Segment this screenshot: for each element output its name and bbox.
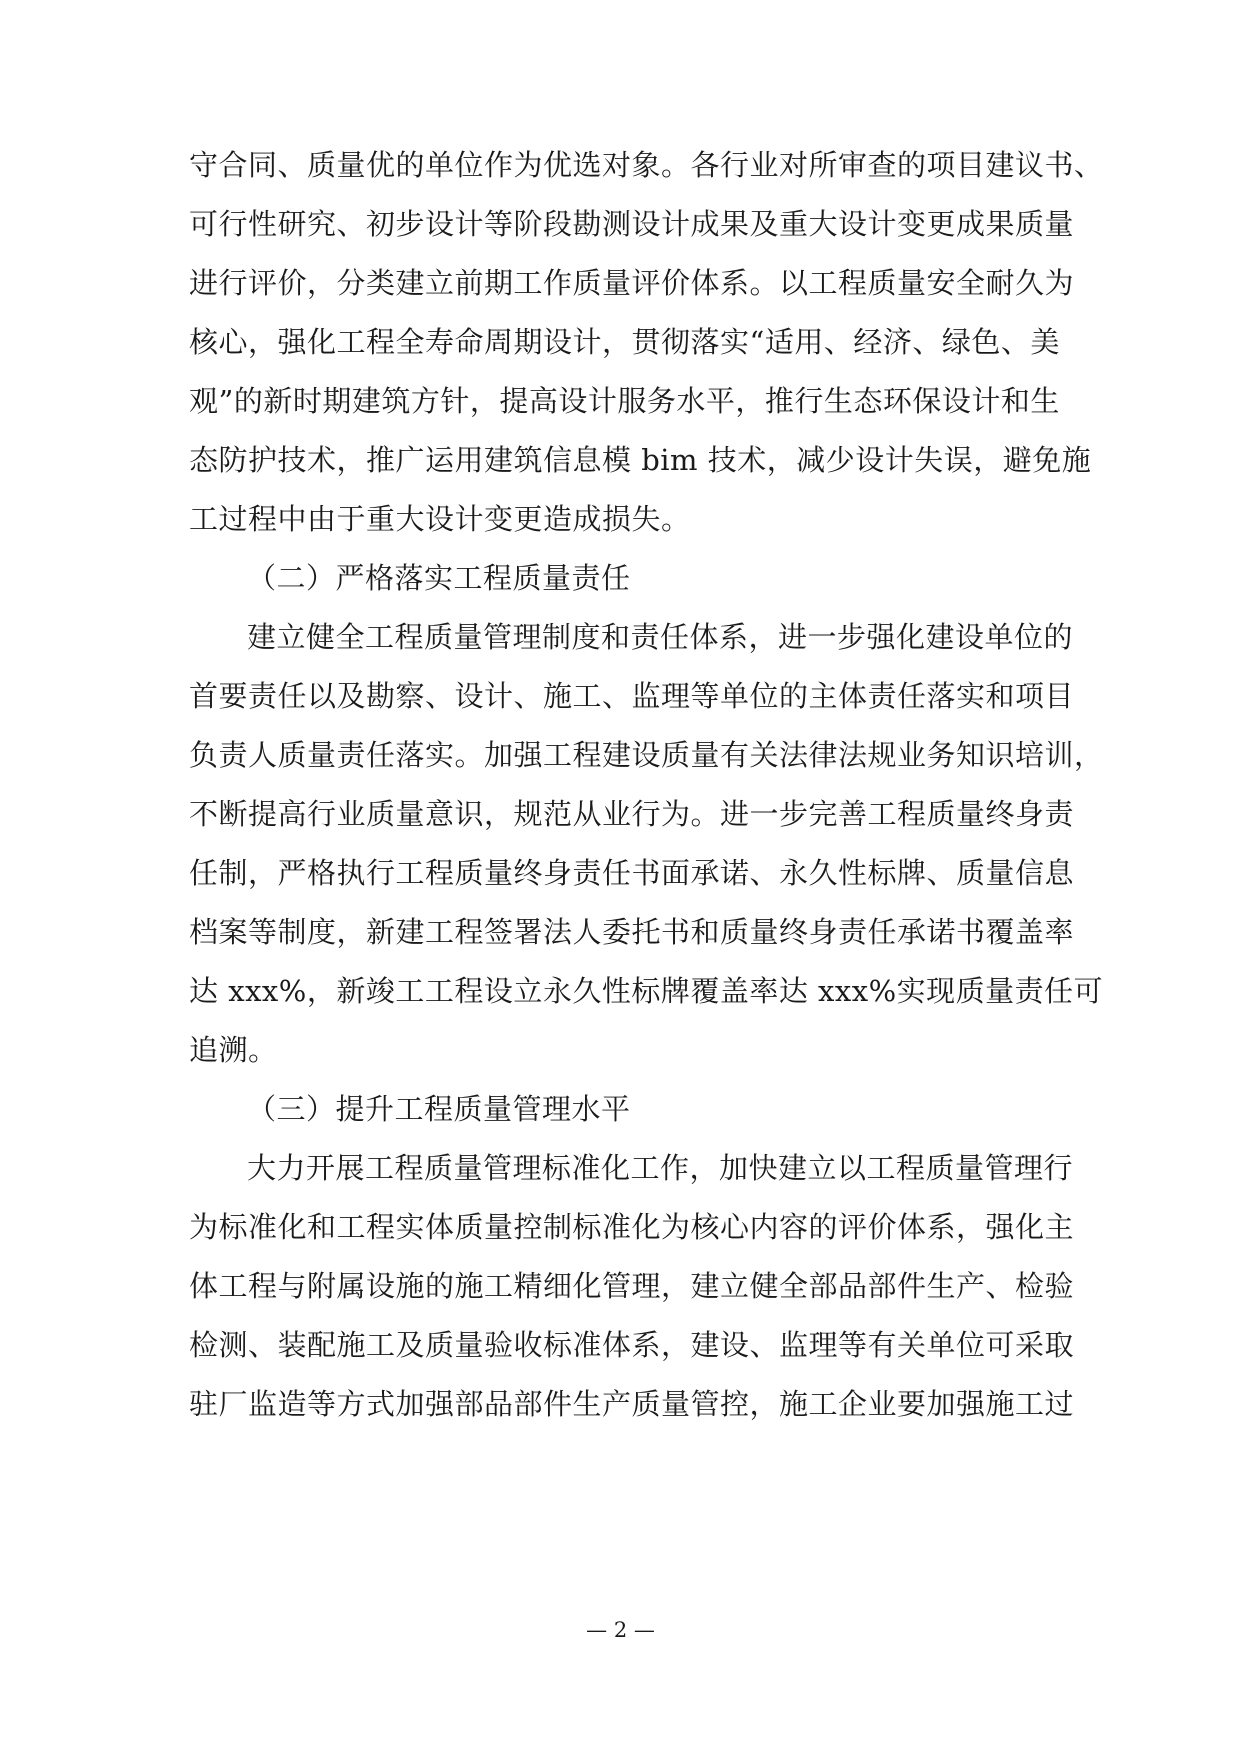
paragraph-line: 首要责任以及勘察、设计、施工、监理等单位的主体责任落实和项目 <box>189 679 1075 713</box>
paragraph-line: 工过程中由于重大设计变更造成损失。 <box>189 502 691 536</box>
section-heading: （二）严格落实工程质量责任 <box>247 561 631 595</box>
paragraph-line: 观”的新时期建筑方针，提高设计服务水平，推行生态环保设计和生 <box>189 384 1060 418</box>
paragraph-line: 负责人质量责任落实。加强工程建设质量有关法律法规业务知识培训， <box>189 738 1104 772</box>
paragraph-line: 达 xxx%，新竣工工程设立永久性标牌覆盖率达 xxx%实现质量责任可 <box>189 974 1104 1008</box>
paragraph-line: 核心，强化工程全寿命周期设计，贯彻落实“适用、经济、绿色、美 <box>189 325 1060 359</box>
paragraph-line: 建立健全工程质量管理制度和责任体系，进一步强化建设单位的 <box>247 620 1074 654</box>
paragraph-line: 体工程与附属设施的施工精细化管理，建立健全部品部件生产、检验 <box>189 1269 1075 1303</box>
paragraph-line: 守合同、质量优的单位作为优选对象。各行业对所审查的项目建议书、 <box>189 148 1104 182</box>
page-number: — 2 — <box>586 1618 655 1642</box>
paragraph-line: 为标准化和工程实体质量控制标准化为核心内容的评价体系，强化主 <box>189 1210 1075 1244</box>
paragraph-line: 不断提高行业质量意识，规范从业行为。进一步完善工程质量终身责 <box>189 797 1075 831</box>
paragraph-line: 任制，严格执行工程质量终身责任书面承诺、永久性标牌、质量信息 <box>189 856 1075 890</box>
paragraph-line: 追溯。 <box>189 1033 278 1067</box>
paragraph-line: 档案等制度，新建工程签署法人委托书和质量终身责任承诺书覆盖率 <box>189 915 1075 949</box>
paragraph-line: 检测、装配施工及质量验收标准体系，建设、监理等有关单位可采取 <box>189 1328 1075 1362</box>
paragraph-line: 可行性研究、初步设计等阶段勘测设计成果及重大设计变更成果质量 <box>189 207 1075 241</box>
section-heading: （三）提升工程质量管理水平 <box>247 1092 631 1126</box>
paragraph-line: 驻厂监造等方式加强部品部件生产质量管控，施工企业要加强施工过 <box>189 1387 1075 1421</box>
paragraph-line: 态防护技术，推广运用建筑信息模 bim 技术，减少设计失误，避免施 <box>189 443 1092 477</box>
paragraph-line: 大力开展工程质量管理标准化工作，加快建立以工程质量管理行 <box>247 1151 1074 1185</box>
paragraph-line: 进行评价，分类建立前期工作质量评价体系。以工程质量安全耐久为 <box>189 266 1075 300</box>
